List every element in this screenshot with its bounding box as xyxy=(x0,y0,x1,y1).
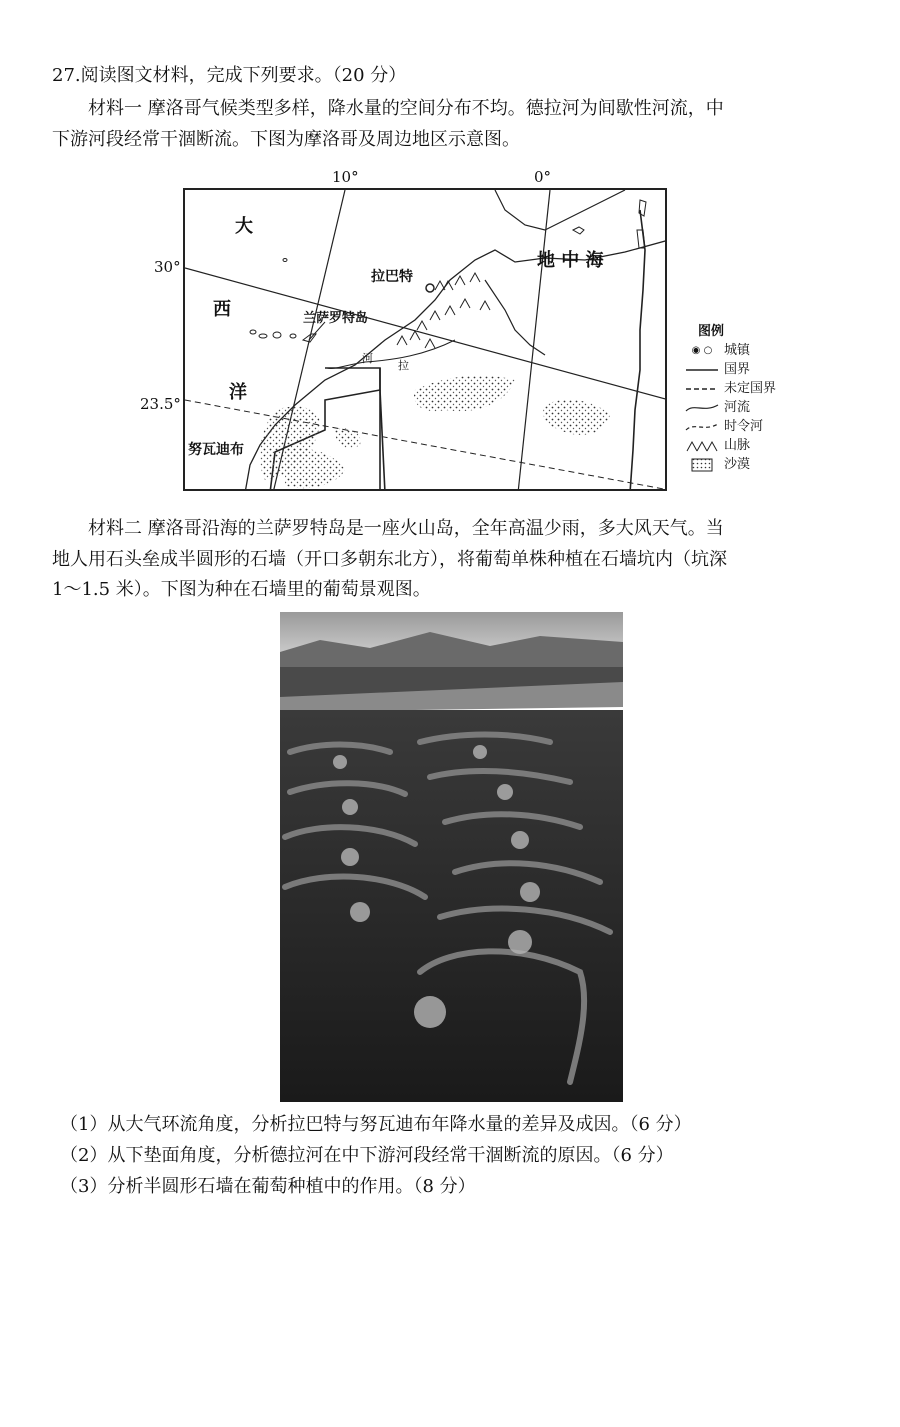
lon-10-label: 10° xyxy=(332,168,359,186)
city-symbol-icon: ◉ ○ xyxy=(691,345,713,356)
city-rabat-label: 拉巴特 xyxy=(371,269,413,285)
material2-line2: 地人用石头垒成半圆形的石墙（开口多朝东北方），将葡萄单株种植在石墙坑内（坑深 xyxy=(52,549,727,570)
legend-river: 河流 xyxy=(684,398,776,417)
border-line-icon xyxy=(684,366,720,374)
vineyard-photo xyxy=(280,612,623,1102)
map-frame xyxy=(183,188,667,491)
legend-city: ◉ ○ 城镇 xyxy=(684,341,776,360)
material1-line1: 材料一 摩洛哥气候类型多样，降水量的空间分布不均。德拉河为间歇性河流，中 xyxy=(88,98,724,119)
river-icon xyxy=(684,403,720,413)
seasonal-river-icon xyxy=(684,422,720,432)
legend-border: 国界 xyxy=(684,360,776,379)
question-3: （3）分析半圆形石墙在葡萄种植中的作用。（8 分） xyxy=(60,1176,476,1197)
question-2: （2）从下垫面角度，分析德拉河在中下游河段经常干涸断流的原因。（6 分） xyxy=(60,1145,674,1166)
ocean-label-2: 西 xyxy=(213,299,231,320)
material2-line1: 材料二 摩洛哥沿海的兰萨罗特岛是一座火山岛，全年高温少雨，多大风天气。当 xyxy=(88,518,724,539)
ocean-label-1: 大 xyxy=(235,216,253,237)
river-label-2: 拉 xyxy=(398,359,409,372)
city-nouadhibou-label: 努瓦迪布 xyxy=(188,439,244,459)
desert-icon xyxy=(684,458,720,472)
map-drawing xyxy=(185,190,667,491)
vineyard-photo-drawing xyxy=(280,612,623,1102)
lon-0-label: 0° xyxy=(534,168,552,186)
legend-mountain: 山脉 xyxy=(684,436,776,455)
legend-desert: 沙漠 xyxy=(684,455,776,474)
legend-undetermined-border: 未定国界 xyxy=(684,379,776,398)
legend-seasonal-river: 时令河 xyxy=(684,417,776,436)
lat-23-5-label: 23.5° xyxy=(140,395,181,413)
legend-title: 图例 xyxy=(698,324,725,339)
sea-label: 地 中 海 xyxy=(537,250,604,271)
dashed-line-icon xyxy=(684,385,720,393)
ocean-label-3: 洋 xyxy=(229,382,247,403)
map-legend xyxy=(684,322,776,474)
mountain-icon xyxy=(684,440,720,452)
river-label-1: 河 xyxy=(362,352,373,365)
material2-line3: 1～1.5 米）。下图为种在石墙里的葡萄景观图。 xyxy=(52,579,431,600)
question-title: 27.阅读图文材料，完成下列要求。（20 分） xyxy=(52,65,407,86)
question-1: （1）从大气环流角度，分析拉巴特与努瓦迪布年降水量的差异及成因。（6 分） xyxy=(60,1114,692,1135)
material1-line2: 下游河段经常干涸断流。下图为摩洛哥及周边地区示意图。 xyxy=(52,129,520,150)
island-label: 兰萨罗特岛 xyxy=(303,311,369,326)
lat-30-label: 30° xyxy=(154,258,181,276)
